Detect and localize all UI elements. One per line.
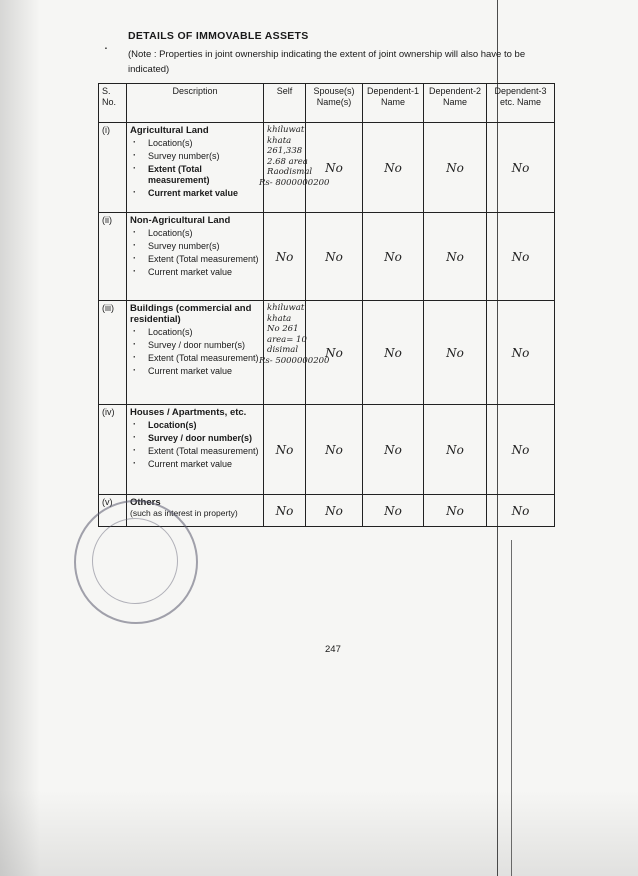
header-self: Self <box>264 84 306 123</box>
row-number: (iv) <box>99 405 127 495</box>
row-item-list <box>130 138 260 199</box>
spouse-entry: No <box>306 123 363 213</box>
dependent-2-entry: No <box>424 213 487 301</box>
list-item: · Extent (Total measurement) <box>130 164 260 186</box>
handwritten-line: khiluwat <box>267 303 305 313</box>
row-category-note: (such as interest in property) <box>130 508 238 518</box>
header-dependent-2: Dependent-2 Name <box>424 84 487 123</box>
handwritten-line: No 261 <box>267 324 299 334</box>
header-dependent-1: Dependent-1 Name <box>363 84 424 123</box>
header-spouse: Spouse(s) Name(s) <box>306 84 363 123</box>
row-number: (i) <box>99 123 127 213</box>
spouse-entry: No <box>306 495 363 527</box>
row-description <box>127 123 264 213</box>
dependent-3-entry: No <box>487 213 555 301</box>
handwritten-line: disimal <box>267 345 299 355</box>
row-number: (ii) <box>99 213 127 301</box>
dependent-2-entry: No <box>424 123 487 213</box>
list-item: · Location(s) <box>130 420 260 431</box>
notary-seal-stamp <box>74 500 198 624</box>
section-heading: DETAILS OF IMMOVABLE ASSETS <box>128 30 309 42</box>
row-description <box>127 213 264 301</box>
list-item: · Survey number(s) <box>130 151 260 162</box>
list-item: · Current market value <box>130 188 260 199</box>
dependent-1-entry: No <box>363 301 424 405</box>
row-category: Non-Agricultural Land <box>130 215 231 226</box>
header-dependent-3: Dependent-3 etc. Name <box>487 84 555 123</box>
handwritten-line: khata <box>267 313 292 324</box>
handwritten-line: khiluwat <box>267 125 305 135</box>
dependent-3-entry: No <box>487 123 555 213</box>
list-item: · Extent (Total measurement) <box>130 353 260 364</box>
self-entry: No <box>264 213 306 301</box>
dependent-2-entry: No <box>424 405 487 495</box>
row-category: Houses / Apartments, etc. <box>130 407 247 418</box>
self-entry: No <box>264 495 306 527</box>
row-category: Others <box>130 497 161 508</box>
dependent-3-entry: No <box>487 301 555 405</box>
row-number: (iii) <box>99 301 127 405</box>
table-header-row <box>99 84 555 123</box>
dependent-1-entry: No <box>363 495 424 527</box>
seal-inner-ring <box>92 518 178 604</box>
list-item: · Location(s) <box>130 138 260 149</box>
row-description <box>127 301 264 405</box>
handwritten-line: 2.68 area <box>267 156 308 167</box>
list-item: · Extent (Total measurement) <box>130 254 260 265</box>
list-item: · Survey number(s) <box>130 241 260 252</box>
table-row <box>99 405 555 495</box>
list-item: · Survey / door number(s) <box>130 340 260 351</box>
row-item-list <box>130 228 260 278</box>
row-item-list <box>130 327 260 377</box>
page-number: 247 <box>325 644 341 655</box>
dependent-2-entry: No <box>424 301 487 405</box>
spouse-entry: No <box>306 213 363 301</box>
scan-shadow-left <box>0 0 40 876</box>
spouse-entry: No <box>306 405 363 495</box>
section-bullet: . <box>104 36 108 52</box>
row-category: Buildings (commercial and residential) <box>130 303 252 325</box>
row-number: (v) <box>99 495 127 527</box>
spouse-entry: No <box>306 301 363 405</box>
list-item: · Location(s) <box>130 228 260 239</box>
dependent-1-entry: No <box>363 405 424 495</box>
list-item: · Location(s) <box>130 327 260 338</box>
header-description: Description <box>127 84 264 123</box>
handwritten-line: Rs- 5000000200 <box>259 355 330 366</box>
list-item: · Current market value <box>130 366 260 377</box>
row-item-list <box>130 420 260 470</box>
table-row <box>99 123 555 213</box>
handwritten-line: 261,338 <box>267 146 303 156</box>
header-sno: S. No. <box>99 84 127 123</box>
handwritten-line: Rs- 8000000200 <box>259 177 330 188</box>
dependent-2-entry: No <box>424 495 487 527</box>
scan-fold-line-lower <box>511 540 512 876</box>
immovable-assets-table <box>98 83 555 527</box>
row-category: Agricultural Land <box>130 125 209 136</box>
self-entry: No <box>264 405 306 495</box>
handwritten-line: khata <box>267 135 292 146</box>
handwritten-line: Raodismal <box>267 167 313 177</box>
list-item: · Current market value <box>130 459 260 470</box>
list-item: · Survey / door number(s) <box>130 433 260 444</box>
dependent-1-entry: No <box>363 123 424 213</box>
list-item: · Extent (Total measurement) <box>130 446 260 457</box>
dependent-3-entry: No <box>487 495 555 527</box>
table-row <box>99 213 555 301</box>
row-description <box>127 405 264 495</box>
table-row <box>99 301 555 405</box>
section-note: (Note : Properties in joint ownership indicating the extent of joint ownership will also have to be indicated) <box>128 49 526 75</box>
self-handwritten-entry <box>259 301 330 405</box>
handwritten-line: area= 10 <box>267 334 307 345</box>
self-handwritten-entry <box>259 123 330 213</box>
list-item: · Current market value <box>130 267 260 278</box>
dependent-1-entry: No <box>363 213 424 301</box>
scan-shadow-bottom <box>0 790 638 876</box>
dependent-3-entry: No <box>487 405 555 495</box>
